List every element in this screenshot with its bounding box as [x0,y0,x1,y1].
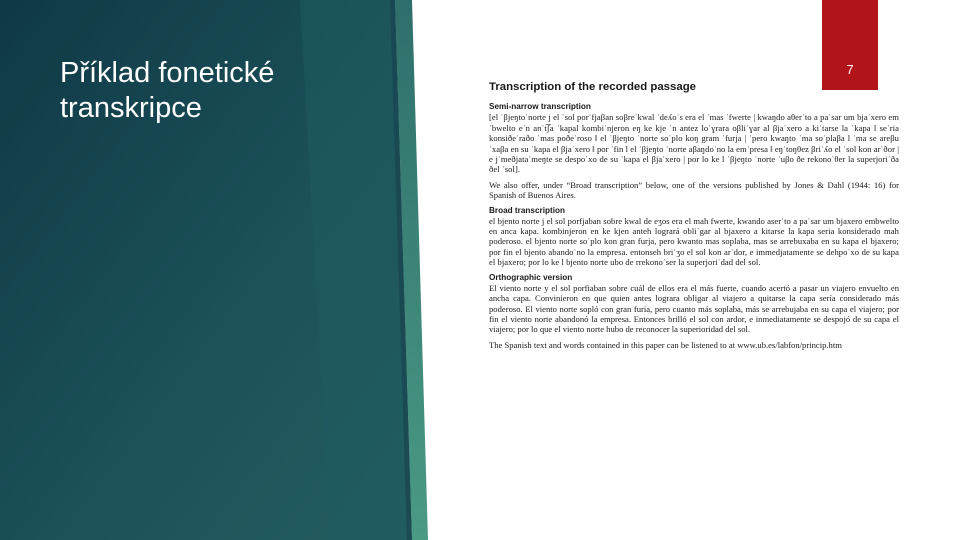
section-heading-semi-narrow: Semi-narrow transcription [489,102,591,112]
page-number: 7 [846,62,854,77]
audio-source-note: The Spanish text and words contained in this paper can be listened to at www.ub.es/labfon/princip.htm [489,339,842,350]
jones-dahl-note: We also offer, under “Broad transcription” below, one of the versions published by Jones & Dahl (1944: 16) for Spanish of Buenos Aires. [489,179,899,201]
page-number-badge [822,0,878,90]
left-panel [0,0,430,540]
document-heading: Transcription of the recorded passage [489,81,696,93]
document-excerpt [489,82,899,462]
semi-narrow-transcription-text: [el ˈβjeŋtoˈnorte j el ˈsol porˈfjaβan soβreˈkwal ˈdeʎoˈs era el ˈmas ˈfwerte | kwaŋdo aθerˈto a paˈsar um bjaˈxero emˈbwelto eˈn anˈt͡ʃa ˈkapal kombiˈnjeron eŋ ke kje ˈn antez loˈɣrara oβliˈɣar al βjaˈxero a kiˈtarse la ˈkapa l seˈria konsiðeˈraðo ˈmas poðeˈroso ‖ el ˈβjeŋto ˈnorte soˈplo koŋ gram ˈfurja | ˈpero kwaŋto ˈma soˈplaβa l ˈma se areβuˈxaβa en su ˈkapa el βjaˈxero ‖ por ˈfin l el ˈβjeŋto ˈnorte aβaŋdoˈno la emˈpresa ‖ eŋˈtoŋθez βriˈʎo el ˈsol kon arˈðor | e jˈmeðjataˈmeŋte se despoˈxo de su ˈkapa el βjaˈxero | por lo ke l ˈβjeŋto ˈnorte ˈuβo ðe rekonoˈθer la superjoriˈða ðel ˈsol]. [489,112,899,175]
orthographic-version-text: El viento norte y el sol porfiaban sobre cuál de ellos era el más fuerte, cuando acertó a pasar un viajero envuelto en ancha capa. Convinieron en que quien antes lograra obligar al viajero a quitarse la capa sería considerado más poderoso. El viento norte sopló con gran furia, pero cuanto más soplaba, más se arrebujaba en su capa el viajero; por fin el viento norte abandonó la empresa. Entonces brilló el sol con ardor, e inmediatamente se despojó de su capa el viajero; por lo que el viento norte hubo de reconocer la superioridad del sol. [489,282,899,335]
slide-title: Příklad fonetické transkripce [60,57,275,124]
section-heading-broad: Broad transcription [489,205,565,215]
section-heading-orthographic: Orthographic version [489,272,573,282]
broad-transcription-text: el bjento norte j el sol porfjaban sobre kwal de eʒos era el mah fwerte, kwando aserˈto a paˈsar um bjaxero embwelto en anca kapa. kombinjeron en ke kjen anteh logrará obliˈgar al bjaxero a kitarse la kapa seria konsiderado mah poderoso. el bjento norte soˈplo kon gran furja, pero kwanto mas soplaba, mas se arrebuxaba en su kapa el bjaxero; por fin el bjento abandoˈno la empresa. entonseh briˈʒo el sol kon arˈdor, e immedjatamente se dehpoˈxo de su kapa el bjaxero; por lo ke l bjento norte ubo de rrekonoˈser la superjoriˈdad del sol. [489,215,899,268]
